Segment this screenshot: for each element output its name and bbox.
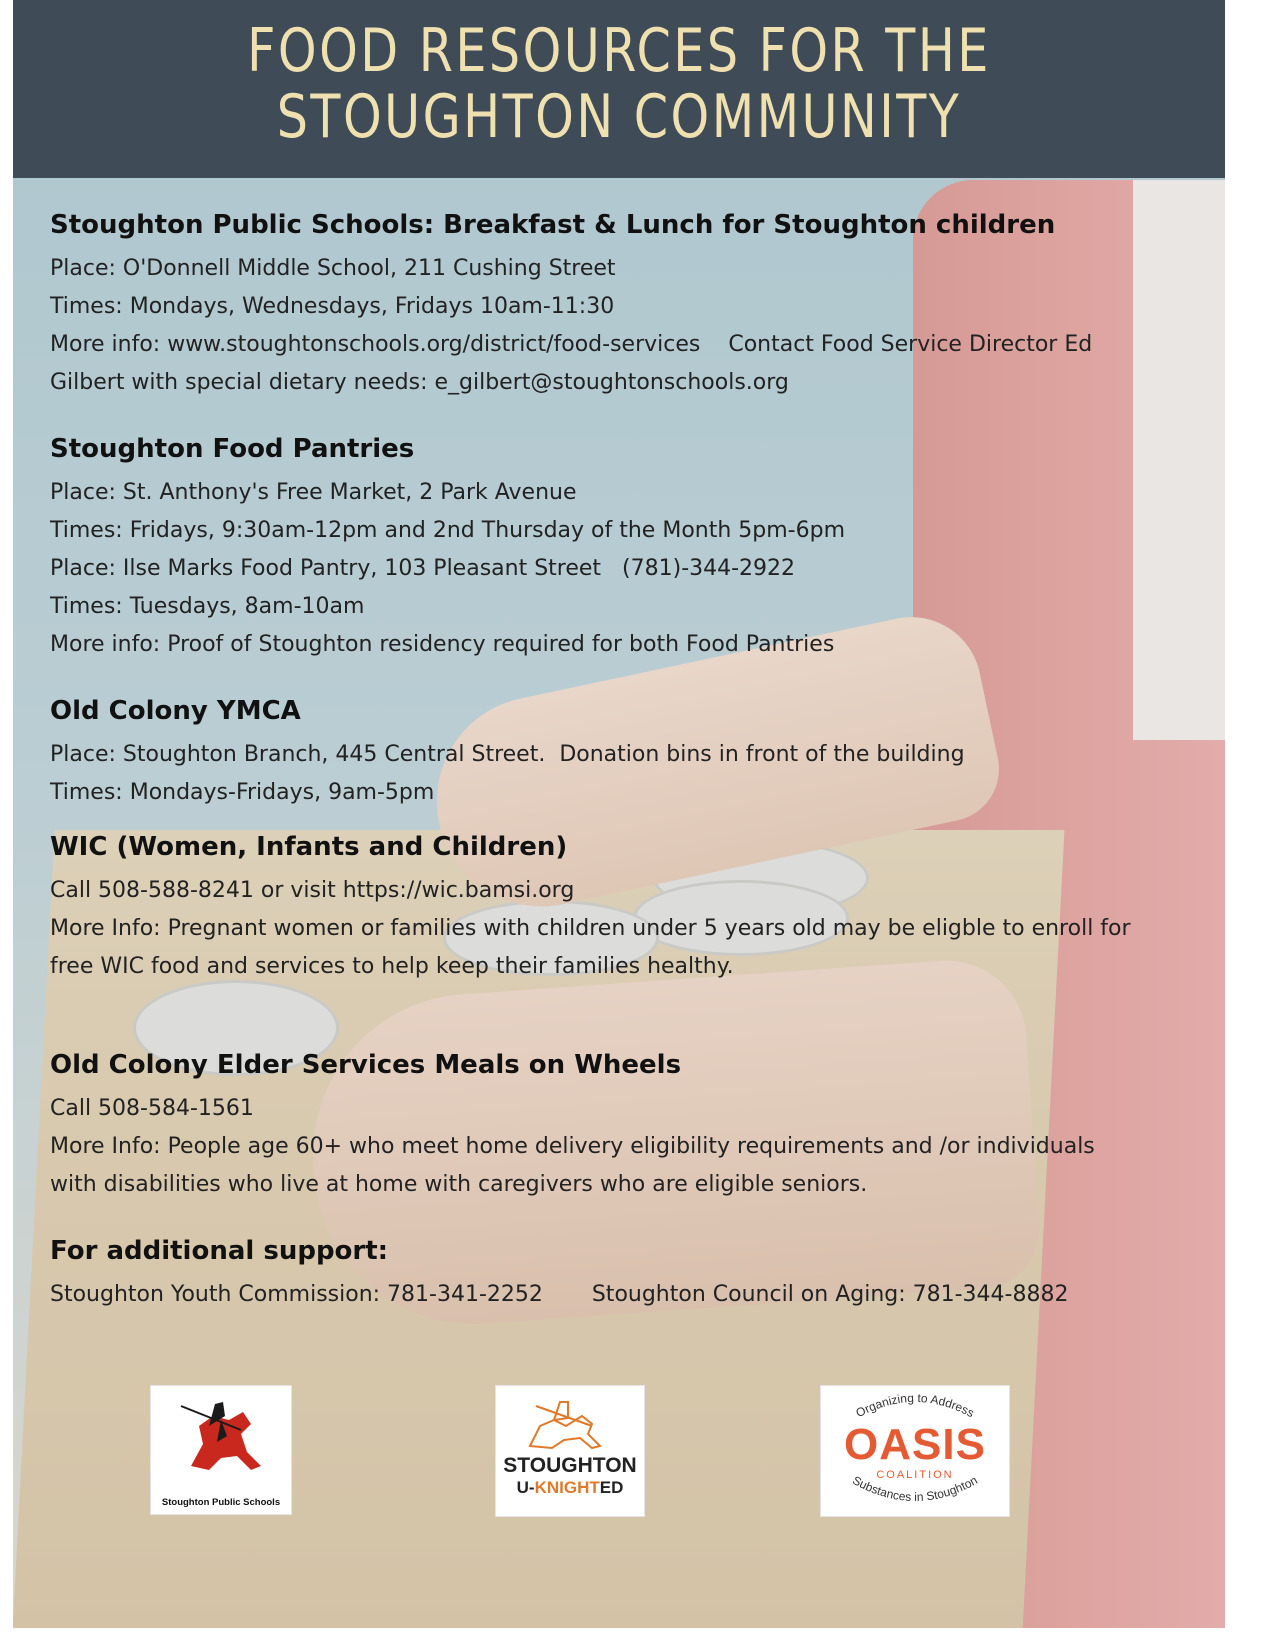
- partner-logos: [0, 1385, 1275, 1515]
- section-additional-support: [50, 1234, 1220, 1314]
- title-banner: [13, 0, 1225, 178]
- section-line: Stoughton Youth Commission: 781-341-2252 Stoughton Council on Aging: 781-344-8882: [50, 1282, 1069, 1307]
- section-line: More info: Proof of Stoughton residency required for both Food Pantries: [50, 632, 835, 657]
- svg-text:Organizing to Address: [854, 1391, 977, 1420]
- page-title: [122, 0, 1116, 150]
- section-heading: Old Colony YMCA: [50, 696, 301, 726]
- section-heading: For additional support:: [50, 1236, 389, 1266]
- section-wic: [50, 830, 1220, 986]
- section-heading: WIC (Women, Infants and Children): [50, 832, 568, 862]
- section-schools: [50, 208, 1220, 402]
- section-line: Times: Mondays, Wednesdays, Fridays 10am-11:30: [50, 294, 615, 319]
- section-line: More Info: People age 60+ who meet home delivery eligibility requirements and /or individuals: [50, 1134, 1095, 1159]
- section-line: with disabilities who live at home with caregivers who are eligible seniors.: [50, 1172, 868, 1197]
- title-line-1: FOOD RESOURCES FOR THE: [247, 16, 991, 86]
- oasis-bottom-text: Substances in Stoughton: [850, 1473, 980, 1505]
- oasis-coalition-label: COALITION: [876, 1469, 954, 1481]
- knight-on-horse-icon: [151, 1386, 291, 1486]
- oasis-coalition-logo: [820, 1385, 1010, 1517]
- section-food-pantries: [50, 432, 1220, 664]
- logo-line-1: STOUGHTON: [503, 1454, 637, 1477]
- section-line: More info: www.stoughtonschools.org/district/food-services Contact Food Service Director Ed: [50, 332, 1093, 357]
- section-ymca: [50, 694, 1220, 812]
- section-heading: Stoughton Public Schools: Breakfast & Lunch for Stoughton children: [50, 210, 1056, 240]
- section-meals-on-wheels: [50, 1048, 1220, 1204]
- section-line: Place: O'Donnell Middle School, 211 Cushing Street: [50, 256, 616, 281]
- section-line: Place: Stoughton Branch, 445 Central Street. Donation bins in front of the building: [50, 742, 965, 767]
- section-line: More Info: Pregnant women or families with children under 5 years old may be eligble to enroll for: [50, 916, 1131, 941]
- section-line: Gilbert with special dietary needs: e_gilbert@stoughtonschools.org: [50, 370, 789, 395]
- section-line: free WIC food and services to help keep their families healthy.: [50, 954, 734, 979]
- resource-list: [50, 208, 1220, 1314]
- logo-line-2: U-KNIGHTED: [516, 1478, 624, 1497]
- title-line-2: STOUGHTON COMMUNITY: [276, 82, 962, 152]
- stoughton-public-schools-logo: [150, 1385, 292, 1515]
- section-line: Call 508-588-8241 or visit https://wic.bamsi.org: [50, 878, 575, 903]
- stoughton-u-knighted-logo: [495, 1385, 645, 1517]
- section-heading: Old Colony Elder Services Meals on Wheels: [50, 1050, 682, 1080]
- section-line: Call 508-584-1561: [50, 1096, 254, 1121]
- section-line: Times: Tuesdays, 8am-10am: [50, 594, 365, 619]
- section-line: Place: Ilse Marks Food Pantry, 103 Pleasant Street (781)-344-2922: [50, 556, 796, 581]
- section-line: Times: Fridays, 9:30am-12pm and 2nd Thursday of the Month 5pm-6pm: [50, 518, 846, 543]
- section-heading: Stoughton Food Pantries: [50, 434, 415, 464]
- oasis-top-text: Organizing to Address: [853, 1390, 977, 1421]
- oasis-name: OASIS: [844, 1420, 986, 1469]
- knight-emblem-icon: [496, 1386, 644, 1452]
- logo-caption: Stoughton Public Schools: [161, 1497, 281, 1508]
- section-line: Place: St. Anthony's Free Market, 2 Park Avenue: [50, 480, 577, 505]
- section-line: Times: Mondays-Fridays, 9am-5pm: [50, 780, 435, 805]
